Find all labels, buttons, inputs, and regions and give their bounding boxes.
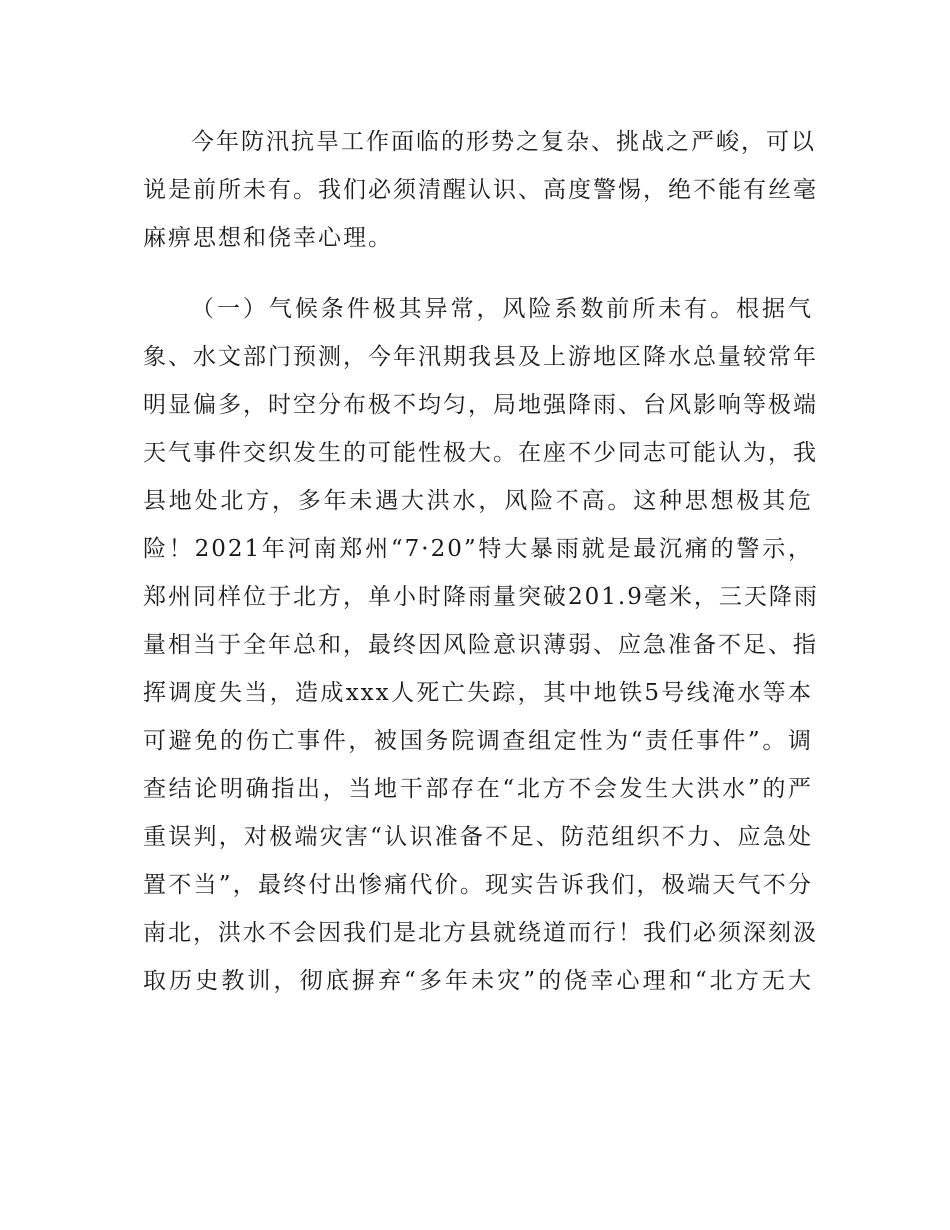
text-line: 明显偏多，时空分布极不均匀，局地强降雨、台风影响等极端: [143, 392, 818, 418]
paragraph-climate-risk: [143, 285, 819, 1005]
text-line: 挥调度失当，造成xxx人死亡失踪，其中地铁5号线淹水等本: [143, 680, 813, 706]
text-line: 重误判，对极端灾害“认识准备不足、防范组织不力、应急处: [143, 824, 813, 850]
text-line: 置不当”，最终付出惨痛代价。现实告诉我们，极端天气不分: [143, 872, 813, 898]
text-line: 说是前所未有。我们必须清醒认识、高度警惕，绝不能有丝毫: [143, 177, 818, 203]
text-line: 天气事件交织发生的可能性极大。在座不少同志可能认为，我: [143, 440, 818, 466]
text-line: 今年防汛抗旱工作面临的形势之复杂、挑战之严峻，可以: [191, 129, 816, 155]
text-line: 麻痹思想和侥幸心理。: [143, 225, 393, 251]
text-line: 郑州同样位于北方，单小时降雨量突破201.9毫米，三天降雨: [143, 584, 819, 610]
text-line: 查结论明确指出，当地干部存在“北方不会发生大洪水”的严: [143, 776, 813, 802]
text-line: 象、水文部门预测，今年汛期我县及上游地区降水总量较常年: [143, 344, 818, 370]
section-heading-line: （一）气候条件极其异常，风险系数前所未有。根据气: [191, 296, 813, 322]
text-line: 可避免的伤亡事件，被国务院调查组定性为“责任事件”。调: [143, 728, 813, 754]
text-line: 南北，洪水不会因我们是北方县就绕道而行！我们必须深刻汲: [143, 920, 818, 946]
text-line: 险！2021年河南郑州“7·20”特大暴雨就是最沉痛的警示，: [143, 536, 813, 562]
text-line: 取历史教训，彻底摒弃“多年未灾”的侥幸心理和“北方无大: [143, 968, 813, 994]
paragraph-situation: [143, 118, 818, 262]
text-line: 县地处北方，多年未遇大洪水，风险不高。这种思想极其危: [143, 488, 813, 514]
text-line: 量相当于全年总和，最终因风险意识薄弱、应急准备不足、指: [143, 632, 818, 658]
